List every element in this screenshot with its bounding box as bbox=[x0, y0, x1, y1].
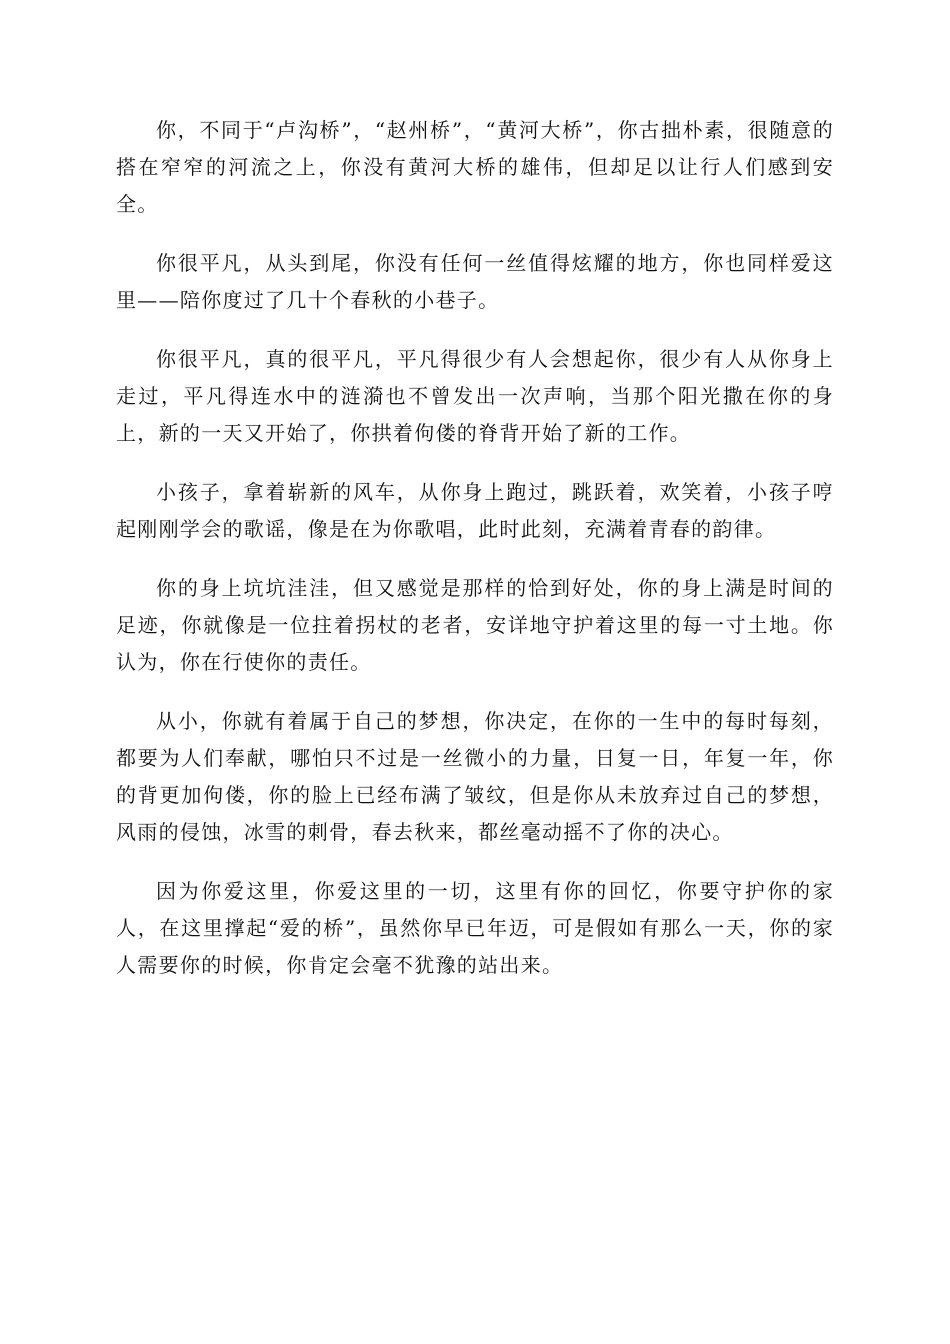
paragraph-2: 你很平凡，从头到尾，你没有任何一丝值得炫耀的地方，你也同样爱这里——陪你度过了几十个春秋的小巷子。 bbox=[116, 251, 834, 312]
document-body bbox=[116, 112, 834, 1006]
paragraph-4: 小孩子，拿着崭新的风车，从你身上跑过，跳跃着，欢笑着，小孩子哼起刚刚学会的歌谣，像是在为你歌唱，此时此刻，充满着青春的韵律。 bbox=[116, 480, 834, 541]
paragraph-1: 你，不同于“卢沟桥”，“赵州桥”，“黄河大桥”，你古拙朴素，很随意的搭在窄窄的河流之上，你没有黄河大桥的雄伟，但却足以让行人们感到安全。 bbox=[116, 118, 834, 216]
paragraph-7: 因为你爱这里，你爱这里的一切，这里有你的回忆，你要守护你的家人，在这里撑起“爱的桥”，虽然你早已年迈，可是假如有那么一天，你的家人需要你的时候，你肯定会毫不犹豫的站出来。 bbox=[116, 879, 834, 977]
paragraph-6: 从小，你就有着属于自己的梦想，你决定，在你的一生中的每时每刻，都要为人们奉献，哪怕只不过是一丝微小的力量，日复一日，年复一年，你的背更加佝偻，你的脸上已经布满了皱纹，但是你从未放弃过自己的梦想，风雨的侵蚀，冰雪的刺骨，春去秋来，都丝毫动摇不了你的决心。 bbox=[116, 709, 834, 844]
paragraph-5: 你的身上坑坑洼洼，但又感觉是那样的恰到好处，你的身上满是时间的足迹，你就像是一位拄着拐杖的老者，安详地守护着这里的每一寸土地。你认为，你在行使你的责任。 bbox=[116, 576, 834, 674]
paragraph-3: 你很平凡，真的很平凡，平凡得很少有人会想起你，很少有人从你身上走过，平凡得连水中的涟漪也不曾发出一次声响，当那个阳光撒在你的身上，新的一天又开始了，你拱着佝偻的脊背开始了新的工作。 bbox=[116, 347, 834, 445]
